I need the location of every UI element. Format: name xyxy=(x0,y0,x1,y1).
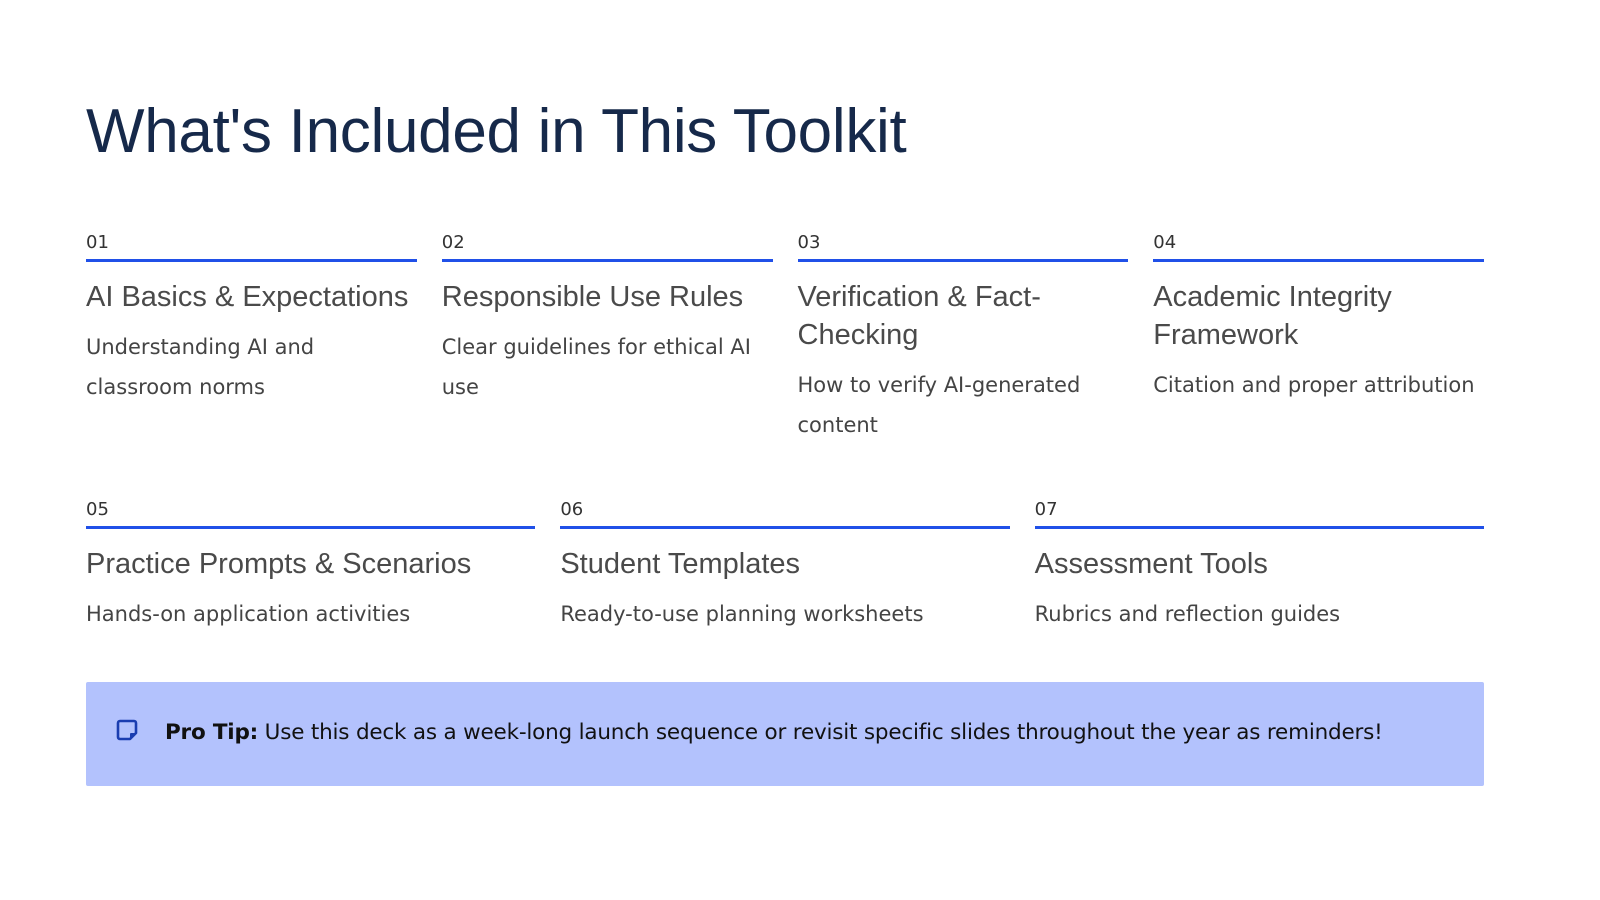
item-title: Academic Integrity Framework xyxy=(1153,281,1392,351)
item-number: 05 xyxy=(86,499,109,520)
item-title: Assessment Tools xyxy=(1034,548,1268,580)
toolkit-row-2 xyxy=(86,499,1484,634)
toolkit-item-01 xyxy=(86,232,417,445)
item-description: Hands-on application activities xyxy=(86,602,411,626)
toolkit-item-04 xyxy=(1153,232,1484,445)
item-description: Citation and proper attribution xyxy=(1153,373,1475,397)
item-description: Ready-to-use planning worksheets xyxy=(560,602,924,626)
toolkit-item-06 xyxy=(560,499,1009,634)
item-description: How to verify AI-generated content xyxy=(797,373,1081,437)
accent-divider xyxy=(86,259,417,262)
slide-title: What's Included in This Toolkit xyxy=(86,97,907,166)
item-title: AI Basics & Expectations xyxy=(86,281,409,313)
item-number: 03 xyxy=(797,232,821,253)
toolkit-item-03 xyxy=(798,232,1129,445)
pro-tip-callout xyxy=(86,682,1484,786)
item-number: 02 xyxy=(441,232,465,253)
item-description: Clear guidelines for ethical AI use xyxy=(441,335,751,399)
item-title: Verification & Fact-Checking xyxy=(797,281,1041,351)
pro-tip-label: Pro Tip: xyxy=(165,720,259,745)
pro-tip-text xyxy=(165,720,1383,745)
toolkit-item-05 xyxy=(86,499,535,634)
toolkit-row-1 xyxy=(86,232,1484,445)
accent-divider xyxy=(1153,259,1484,262)
item-description: Rubrics and reflection guides xyxy=(1034,602,1341,626)
sticky-note-icon xyxy=(116,719,138,741)
item-number: 06 xyxy=(560,499,584,520)
toolkit-item-07 xyxy=(1035,499,1484,634)
item-number: 04 xyxy=(1153,232,1177,253)
item-number: 07 xyxy=(1034,499,1058,520)
item-description: Understanding AI and classroom norms xyxy=(86,335,315,399)
pro-tip-body: Use this deck as a week-long launch sequence or revisit specific slides throughout the year as reminders! xyxy=(258,720,1383,745)
accent-divider xyxy=(798,259,1129,262)
accent-divider xyxy=(86,526,535,529)
item-title: Responsible Use Rules xyxy=(441,281,744,313)
item-number: 01 xyxy=(86,232,109,253)
accent-divider xyxy=(560,526,1009,529)
accent-divider xyxy=(442,259,773,262)
accent-divider xyxy=(1035,526,1484,529)
toolkit-item-02 xyxy=(442,232,773,445)
item-title: Student Templates xyxy=(560,548,801,580)
item-title: Practice Prompts & Scenarios xyxy=(86,548,472,580)
